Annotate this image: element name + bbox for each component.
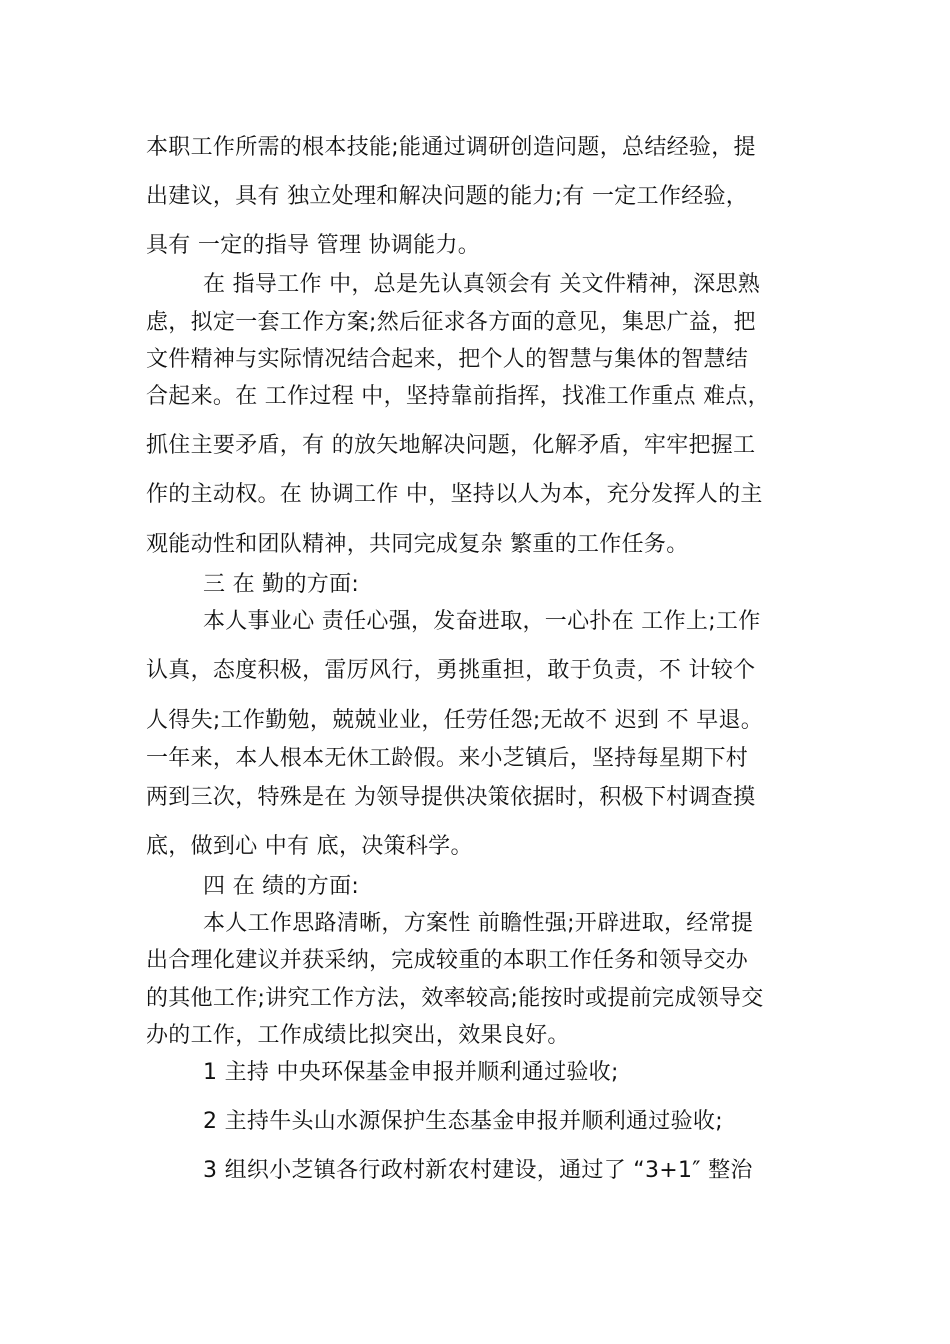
text-line: 本人工作思路清晰，方案性 前瞻性强;开辟进取，经常提 bbox=[203, 911, 754, 936]
text-line: 一年来，本人根本无休工龄假。来小芝镇后，坚持每星期下村 bbox=[146, 746, 749, 771]
text-line: 认真，态度积极，雷厉风行，勇挑重担，敢于负责，不 计较个 bbox=[146, 658, 756, 683]
text-line: 虑，拟定一套工作方案;然后征求各方面的意见，集思广益，把 bbox=[146, 310, 756, 335]
text-line: 本人事业心 责任心强，发奋进取，一心扑在 工作上;工作 bbox=[203, 609, 761, 634]
text-line: 观能动性和团队精神，共同完成复杂 繁重的工作任务。 bbox=[146, 532, 689, 557]
text-line: 底，做到心 中有 底，决策科学。 bbox=[146, 834, 473, 859]
section-heading: 四 在 绩的方面: bbox=[203, 874, 360, 899]
list-item: 2 主持牛头山水源保护生态基金申报并顺利通过验收; bbox=[203, 1109, 723, 1134]
text-line: 人得失;工作勤勉，兢兢业业，任劳任怨;无故不 迟到 不 早退。 bbox=[146, 708, 764, 733]
text-line: 两到三次，特殊是在 为领导提供决策依据时，积极下村调查摸 bbox=[146, 785, 756, 810]
text-line: 本职工作所需的根本技能;能通过调研创造问题，总结经验，提 bbox=[146, 135, 756, 160]
text-line: 出合理化建议并获采纳，完成较重的本职工作任务和领导交办 bbox=[146, 948, 749, 973]
text-line: 出建议，具有 独立处理和解决问题的能力;有 一定工作经验， bbox=[146, 184, 749, 209]
section-heading: 三 在 勤的方面: bbox=[203, 572, 360, 597]
text-line: 抓住主要矛盾，有 的放矢地解决问题，化解矛盾，牢牢把握工 bbox=[146, 433, 756, 458]
list-item: 3 组织小芝镇各行政村新农村建设，通过了 “3+1″ 整治 bbox=[203, 1158, 753, 1183]
text-line: 合起来。在 工作过程 中，坚持靠前指挥，找准工作重点 难点， bbox=[146, 384, 770, 409]
text-line: 在 指导工作 中，总是先认真领会有 关文件精神，深思熟 bbox=[203, 272, 761, 297]
text-line: 的其他工作;讲究工作方法，效率较高;能按时或提前完成领导交 bbox=[146, 986, 764, 1011]
list-item: 1 主持 中央环保基金申报并顺利通过验收; bbox=[203, 1060, 619, 1085]
text-line: 作的主动权。在 协调工作 中，坚持以人为本，充分发挥人的主 bbox=[146, 482, 763, 507]
text-line: 办的工作，工作成绩比拟突出，效果良好。 bbox=[146, 1023, 570, 1048]
text-line: 具有 一定的指导 管理 协调能力。 bbox=[146, 233, 481, 258]
text-line: 文件精神与实际情况结合起来，把个人的智慧与集体的智慧结 bbox=[146, 347, 749, 372]
